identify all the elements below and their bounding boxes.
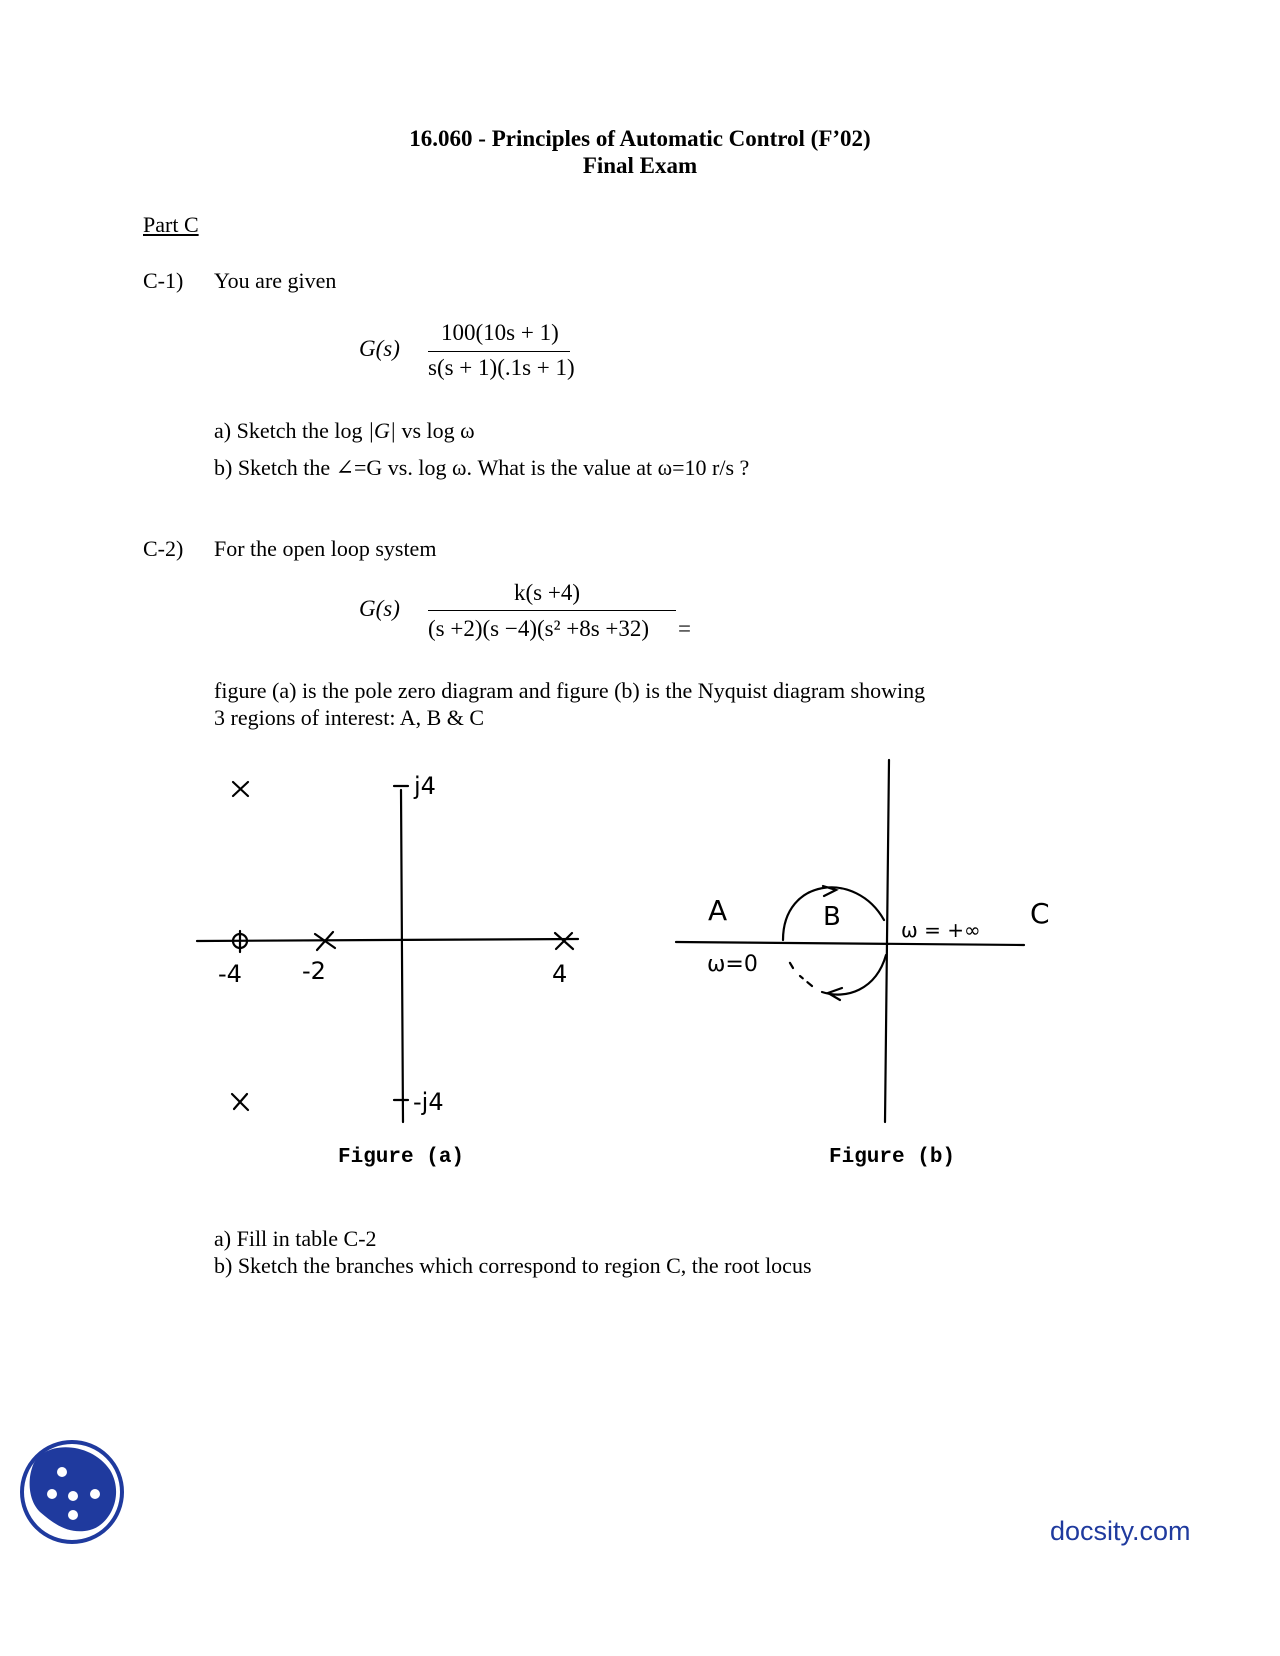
figure-a-caption: Figure (a) [338, 1146, 465, 1169]
figure-b-caption: Figure (b) [829, 1146, 956, 1169]
c2-denominator: (s +2)(s −4)(s² +8s +32) [428, 616, 650, 641]
c1-item-a-prefix: a) Sketch the log [214, 418, 363, 443]
fig-b-label-a: A [708, 894, 728, 927]
c2-label: C-2) [143, 536, 184, 561]
c1-lhs: G(s) [359, 336, 400, 361]
fig-b-label-c: C [1030, 897, 1050, 930]
fig-a-label-plus4: 4 [552, 960, 568, 988]
fig-b-label-omega-inf: ω = +∞ [901, 918, 981, 942]
c1-intro: You are given [214, 268, 337, 293]
c2-item-b: b) Sketch the branches which correspond to region C, the root locus [214, 1253, 812, 1278]
docsity-link[interactable]: docsity.com [1050, 1516, 1191, 1546]
c2-desc-line1: figure (a) is the pole zero diagram and figure (b) is the Nyquist diagram showing [214, 678, 926, 703]
c2-trailing-equals: = [678, 616, 691, 641]
c2-numerator: k(s +4) [514, 580, 580, 605]
fig-a-label-minus4: -4 [218, 960, 242, 988]
fig-a-label-minus-j4: -j4 [413, 1088, 444, 1116]
c2-lhs: G(s) [359, 596, 400, 621]
exam-subtitle: Final Exam [582, 153, 698, 178]
c1-label: C-1) [143, 268, 184, 293]
section-heading: Part C [143, 212, 199, 237]
c1-numerator: 100(10s + 1) [441, 320, 559, 345]
c2-intro: For the open loop system [214, 536, 437, 561]
c1-item-a-magnitude: |G| [367, 418, 396, 443]
c2-item-a: a) Fill in table C-2 [214, 1226, 377, 1251]
exam-title: 16.060 - Principles of Automatic Control (F’02) [409, 126, 871, 151]
fig-b-label-b: B [823, 902, 841, 932]
c1-item-b: b) Sketch the ∠=G vs. log ω. What is the value at ω=10 r/s ? [214, 455, 750, 480]
c1-denominator: s(s + 1)(.1s + 1) [428, 355, 575, 380]
c2-desc-line2: 3 regions of interest: A, B & C [214, 705, 485, 730]
fig-b-label-omega-zero: ω=0 [707, 952, 758, 977]
fig-a-label-j4: j4 [414, 772, 436, 800]
c1-item-a-suffix: vs log ω [401, 418, 475, 443]
fig-a-label-minus2: -2 [302, 957, 326, 985]
